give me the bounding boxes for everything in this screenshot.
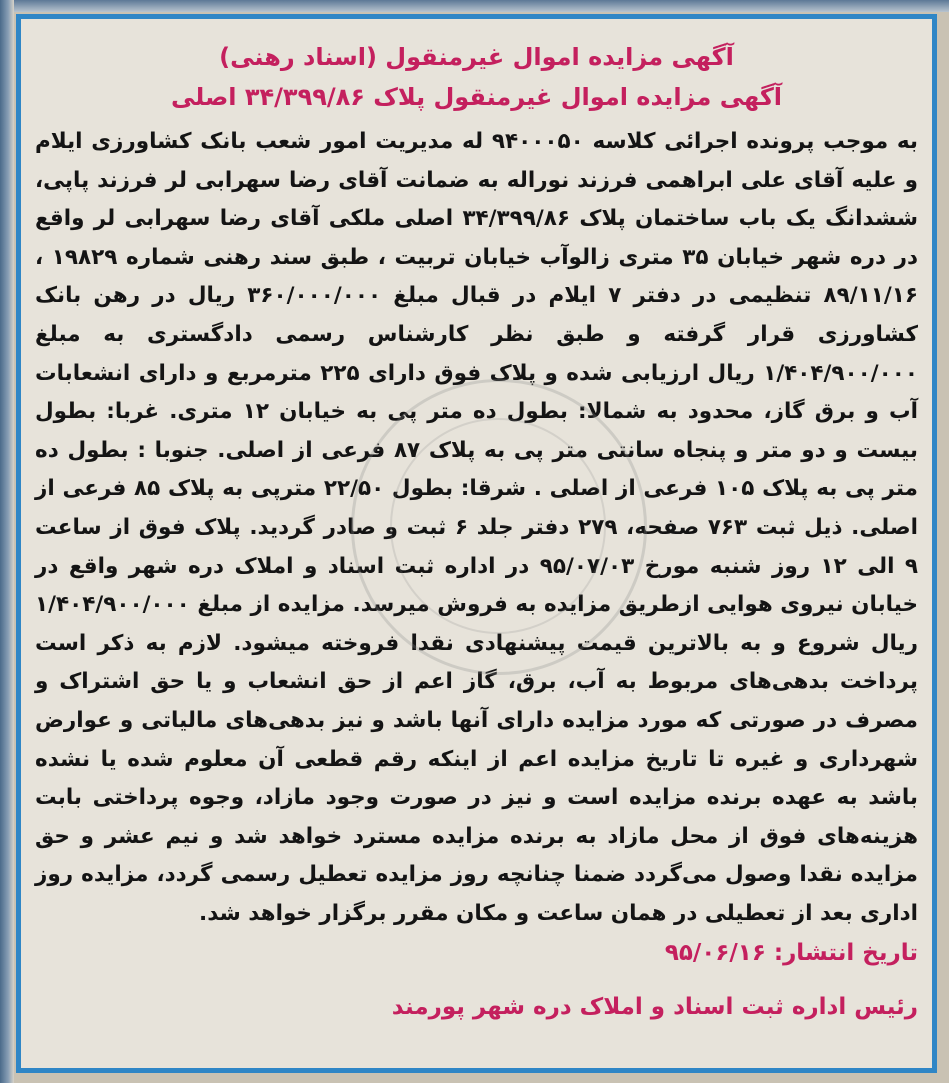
signature-line: رئیس اداره ثبت اسناد و املاک دره شهر پورمند <box>391 994 918 1021</box>
publication-date: تاریخ انتشار: ۹۵/۰۶/۱۶ <box>664 940 918 967</box>
scan-edge-top <box>0 0 949 12</box>
scan-edge-left <box>0 0 14 1083</box>
auction-notice <box>16 14 937 1073</box>
notice-body: به موجب پرونده اجرائی کلاسه ۹۴۰۰۰۵۰ له مدیریت امور شعب بانک کشاورزی ایلام و علیه آقای علی ابراهمی فرزند نوراله به ضمانت آقای رضا سهرابی لر فرزند پاپی، ششدانگ یک باب ساختمان پلاک ۳۴/۳۹۹/۸۶ اصلی ملکی آقای رضا سهرابی لر واقع در دره شهر خیابان ۳۵ متری زالوآب خیابان تربیت ، طبق سند رهنی شماره ۱۹۸۲۹ ، ۸۹/۱۱/۱۶ تنظیمی در دفتر ۷ ایلام در قبال مبلغ ۳۶۰/۰۰۰/۰۰۰ ریال در رهن بانک کشاورزی قرار گرفته و طبق نظر کارشناس رسمی دادگستری به مبلغ ۱/۴۰۴/۹۰۰/۰۰۰ ریال ارزیابی شده و پلاک فوق دارای ۲۲۵ مترمربع و دارای انشعابات آب و برق گاز، محدود به شمالا: بطول ده متر پی به خیابان ۱۲ متری. غربا: بطول بیست و دو متر و پنجاه سانتی متر پی به پلاک ۸۷ فرعی از اصلی. جنوبا : بطول ده متر پی به پلاک ۱۰۵ فرعی از اصلی . شرقا: بطول ۲۲/۵۰ مترپی به پلاک ۸۵ فرعی از اصلی. ذیل ثبت ۷۶۳ صفحه، ۲۷۹ دفتر جلد ۶ ثبت و صادر گردید. پلاک فوق از ساعت ۹ الی ۱۲ روز شنبه مورخ ۹۵/۰۷/۰۳ در اداره ثبت اسناد و املاک دره شهر واقع در خیابان نیروی هوایی ازطریق مزایده به فروش میرسد. مزایده از مبلغ ۱/۴۰۴/۹۰۰/۰۰۰ ریال شروع و به بالاترین قیمت پیشنهادی نقدا فروخته میشود. لازم به ذکر است پرداخت بدهی‌های مربوط به آب، برق، گاز اعم از حق انشعاب و یا حق اشتراک و مصرف در صورتی که مورد مزایده دارای آنها باشد و نیز بدهی‌های مالیاتی و عوارض شهرداری و غیره تا تاریخ مزایده اعم از اینکه رقم قطعی آن معلوم شده یا نشده باشد به عهده برنده مزایده است و نیز در صورت وجود مازاد، وجوه پرداختی بابت هزینه‌های فوق از محل مازاد به برنده مزایده مسترد خواهد شد و نیم عشر و حق مزایده نقدا وصول می‌گردد ضمنا چنانچه روز مزایده تعطیل رسمی گردد، مزایده روز اداری بعد از تعطیلی در همان ساعت و مکان مقرر برگزار خواهد شد. <box>35 129 919 926</box>
notice-subtitle: آگهی مزایده اموال غیرمنقول پلاک ۳۴/۳۹۹/۸۶ اصلی <box>171 83 782 111</box>
notice-title: آگهی مزایده اموال غیرمنقول (اسناد رهنی) <box>219 43 734 71</box>
